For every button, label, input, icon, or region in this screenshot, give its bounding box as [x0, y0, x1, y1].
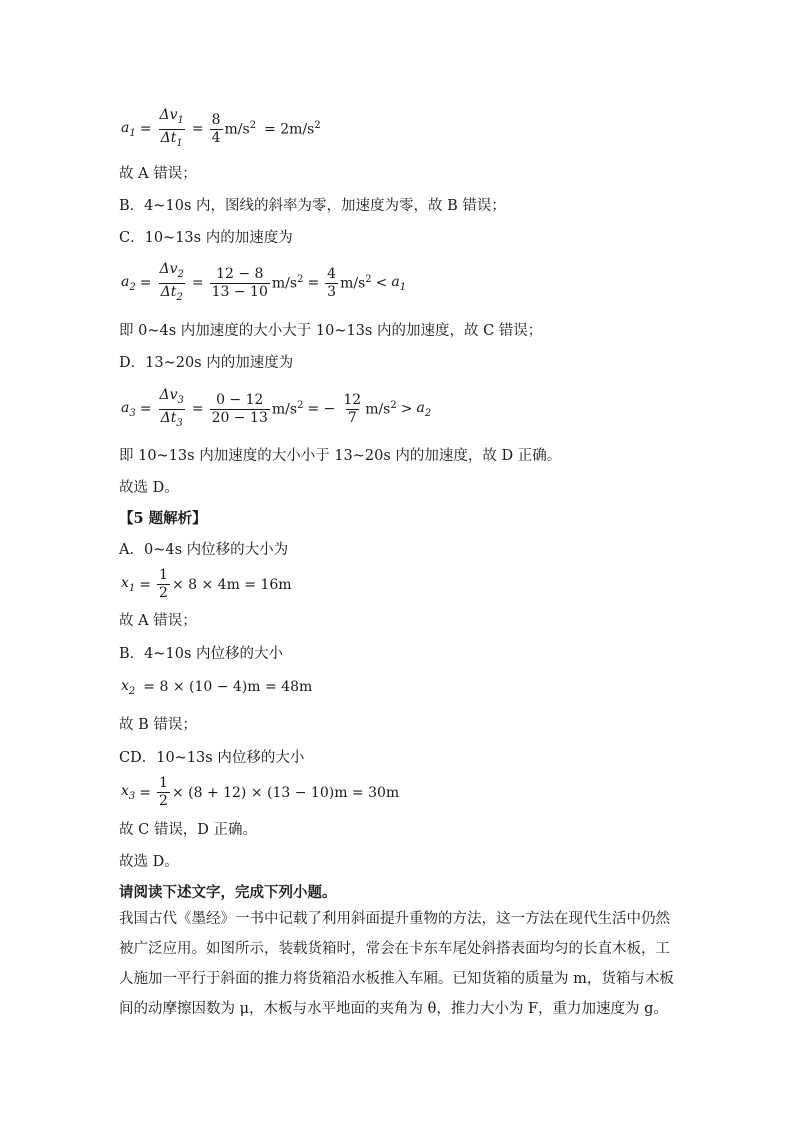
text-q5-a-wrong: 故 A 错误； [119, 613, 197, 629]
eq-a2-rhs: $a_1$ [391, 273, 407, 293]
text-q5-option-cd: CD．10~13s 内位移的大小 [119, 750, 305, 766]
passage-paragraph: 我国古代《墨经》一书中记载了利用斜面提升重物的方法，这一方法在现代生活中仍然被广泛应用。如图所示，装载货箱时，常会在卡东车尾处斜搭表面均匀的长直木板，工人施加一平行于斜面的推力将货箱沿水板推入车厢。已知货箱的质量为 m，货箱与木板间的动摩擦因数为 μ，木板与水平地面的夹角为 θ，推力大小为 F，重力加速度为 g。 [119, 911, 674, 1017]
eq-x3-rest: × (8 + 12) × (13 − 10)m = 30m [171, 784, 400, 801]
eq-a2-lhs: $a_2$ [121, 273, 136, 293]
eq-a3-lhs: $a_3$ [121, 399, 136, 419]
text-c-conclusion: 即 0~4s 内加速度的大小大于 10~13s 内的加速度，故 C 错误； [119, 323, 543, 339]
text-q5-cd-conclusion: 故 C 错误，D 正确。 [119, 822, 258, 838]
eq-x3-frac: $\frac{1}{2}$ [159, 775, 168, 809]
text-q5-option-b: B．4~10s 内位移的大小 [119, 646, 284, 662]
eq-x1-rest: × 8 × 4m = 16m [171, 576, 292, 593]
eq-a1-result: = $2m/s^2$ [264, 120, 321, 139]
eq-a1-frac2: $\frac{8}{4}$ [211, 111, 221, 146]
text-option-b: B．4~10s 内，图线的斜率为零，加速度为零，故 B 错误； [119, 198, 506, 214]
equation-a2: $a_2$ = $\frac{\Delta v_2}{\Delta t_2}$ = $\frac{12 - 8}{13 - 10}$ $m/s^2$ = $\frac{4}{3}$ $m/s^2$ < $a_1$ [121, 261, 406, 306]
text-q5-b-wrong: 故 B 错误； [119, 717, 197, 733]
eq-a3-unit1: $m/s^2$ [271, 400, 304, 419]
eq-a3-neg: = − [307, 401, 336, 418]
text-choose-d-1: 故选 D。 [119, 480, 179, 496]
text-q5-option-a: A．0~4s 内位移的大小为 [119, 542, 289, 558]
eq-x2-lhs: $x_2$ [121, 678, 136, 697]
text-option-c: C．10~13s 内的加速度为 [119, 230, 293, 246]
equation-a3: $a_3$ = $\frac{\Delta v_3}{\Delta t_3}$ = $\frac{0 - 12}{20 - 13}$ $m/s^2$ = − $\frac{12}{7}$ $m/s^2$ > $a_2$ [121, 387, 431, 432]
eq-a3-frac2: $\frac{0 - 12}{20 - 13}$ [211, 391, 268, 426]
equation-x2 [121, 678, 312, 697]
eq-a3-cmp: > [400, 401, 413, 418]
eq-a2-unit2: $m/s^2$ [340, 274, 372, 293]
equation-x1: $x_1$ = $\frac{1}{2}$ × 8 × 4m = 16m [121, 567, 292, 601]
eq-x1-lhs: $x_1$ [121, 575, 136, 594]
eq-a2-cmp: < [375, 275, 388, 292]
eq-a2-frac2: $\frac{12 - 8}{13 - 10}$ [211, 265, 268, 300]
eq-a3-frac1: $\frac{\Delta v_3}{\Delta t_3}$ [157, 387, 185, 432]
heading-read-passage: 请阅读下述文字，完成下列小题。 [119, 884, 337, 901]
text-choose-d-2: 故选 D。 [119, 854, 179, 870]
text-option-d: D．13~20s 内的加速度为 [119, 355, 294, 371]
heading-q5-analysis: 【5 题解析】 [119, 510, 207, 527]
eq-a2-frac1: $\frac{\Delta v_2}{\Delta t_2}$ [157, 261, 185, 306]
equation-a1: $a_1$ = $\frac{\Delta v_1}{\Delta t_1}$ = $\frac{8}{4}$ $m/s^2$ = $2m/s^2$ [121, 107, 321, 152]
eq-a3-unit2: $m/s^2$ [365, 400, 397, 419]
eq-a1-lhs: $a_1$ [121, 119, 136, 139]
eq-a1-frac1: $\frac{\Delta v_1}{\Delta t_1}$ [157, 107, 185, 152]
text-a-wrong: 故 A 错误； [119, 166, 197, 182]
eq-a2-frac3: $\frac{4}{3}$ [327, 265, 337, 300]
eq-a3-rhs: $a_2$ [416, 399, 432, 419]
eq-x3-lhs: $x_3$ [121, 783, 136, 802]
eq-x1-frac: $\frac{1}{2}$ [159, 567, 168, 601]
eq-a1-unit: $m/s^2$ [224, 120, 257, 139]
text-d-conclusion: 即 10~13s 内加速度的大小小于 13~20s 内的加速度，故 D 正确。 [119, 448, 562, 464]
eq-a3-frac3: $\frac{12}{7}$ [343, 391, 362, 426]
eq-a2-unit1: $m/s^2$ [271, 274, 304, 293]
equation-x3: $x_3$ = $\frac{1}{2}$ × (8 + 12) × (13 − 10)m = 30m [121, 775, 400, 809]
eq-x2-rest: = 8 × (10 − 4)m = 48m [143, 679, 313, 696]
